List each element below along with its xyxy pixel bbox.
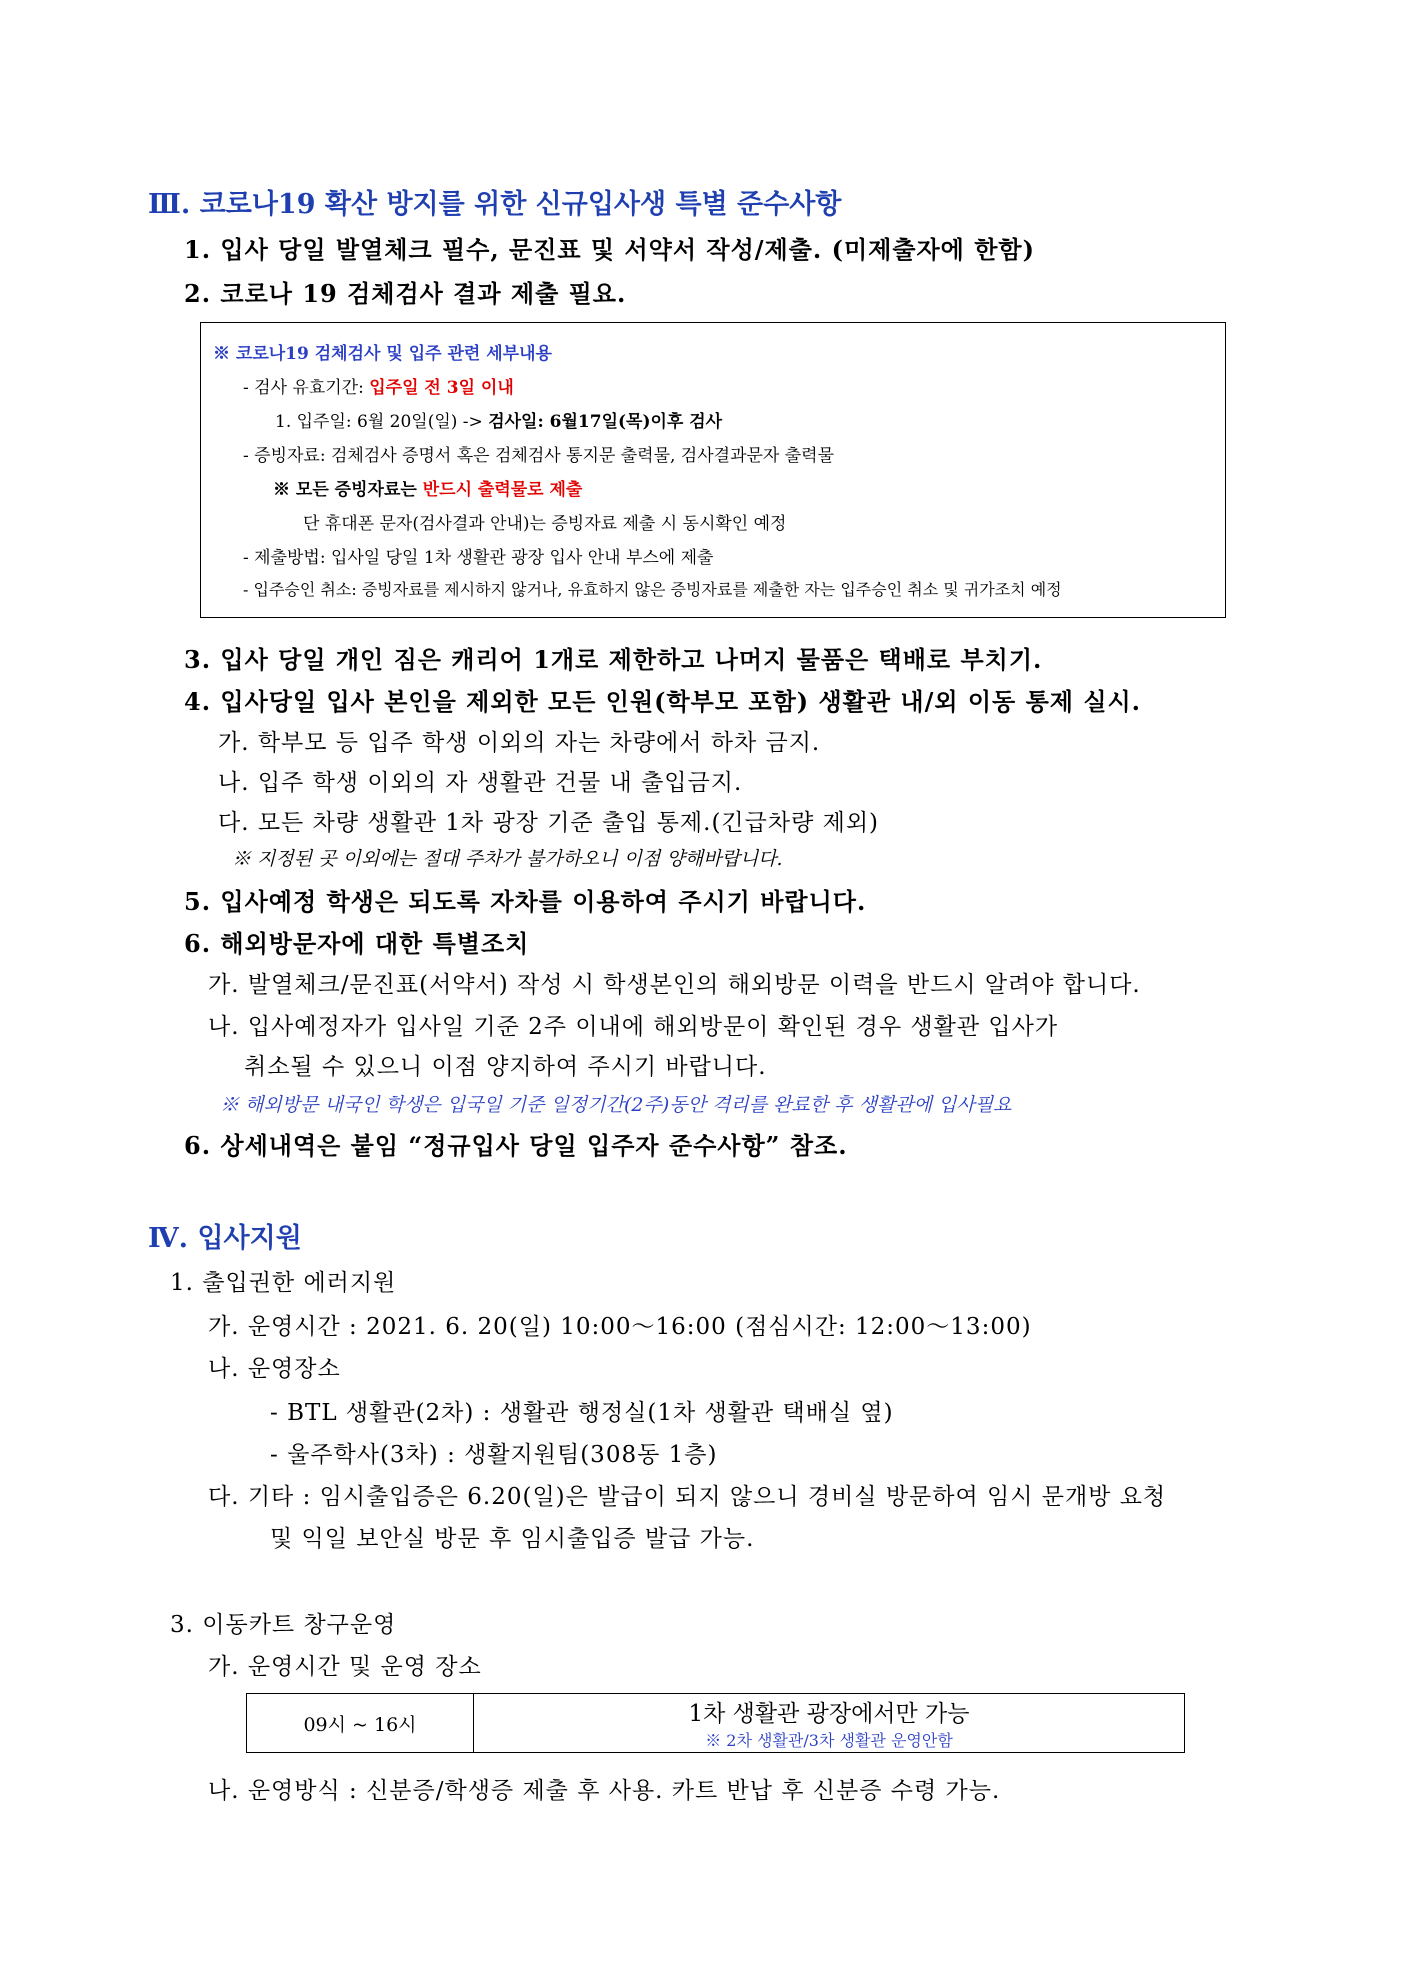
table-place: 1차 생활관 광장에서만 가능 bbox=[688, 1701, 970, 1727]
box-evidence-note-prefix: ※ 모든 증빙자료는 bbox=[273, 480, 423, 500]
sec3-item-6-b-line2: 취소될 수 있으니 이점 양지하여 주시기 바랍니다. bbox=[244, 1054, 767, 1080]
sec3-item-4-note: ※ 지정된 곳 이외에는 절대 주차가 불가하오니 이점 양해바랍니다. bbox=[232, 848, 783, 870]
covid-test-details-box bbox=[200, 322, 1226, 618]
box-evidence: - 증빙자료: 검체검사 증명서 혹은 검체검사 통지문 출력물, 검사결과문자 출력물 bbox=[243, 446, 835, 466]
section-4-heading bbox=[148, 1216, 302, 1255]
box-move-in-label: 1. 입주일: 6월 20일(일) -> bbox=[275, 412, 489, 432]
sec4-sub-3-title: 3. 이동카트 창구운영 bbox=[170, 1612, 397, 1638]
sec4-sub-1-b1: - BTL 생활관(2차) : 생활관 행정실(1차 생활관 택배실 옆) bbox=[270, 1400, 894, 1426]
sec4-sub-1-c-line2: 및 익일 보안실 방문 후 임시출입증 발급 가능. bbox=[270, 1526, 755, 1552]
sec4-sub-3-b: 나. 운영방식 : 신분증/학생증 제출 후 사용. 카트 반납 후 신분증 수령 가능. bbox=[208, 1778, 1001, 1804]
sec4-sub-1-a: 가. 운영시간 : 2021. 6. 20(일) 10:00～16:00 (점심시간: 12:00～13:00) bbox=[208, 1314, 1032, 1340]
section-3-title: 코로나19 확산 방지를 위한 신규입사생 특별 준수사항 bbox=[199, 189, 842, 220]
section-4-numeral: Ⅳ. bbox=[148, 1223, 189, 1254]
box-cancel: - 입주승인 취소: 증빙자료를 제시하지 않거나, 유효하지 않은 증빙자료를 제출한 자는 입주승인 취소 및 귀가조치 예정 bbox=[243, 580, 1062, 599]
sec3-item-4-a: 가. 학부모 등 입주 학생 이외의 자는 차량에서 하차 금지. bbox=[218, 730, 821, 756]
box-evidence-note-red: 반드시 출력물로 제출 bbox=[422, 480, 583, 500]
sec4-sub-1-c-line1: 다. 기타 : 임시출입증은 6.20(일)은 발급이 되지 않으니 경비실 방문하여 임시 문개방 요청 bbox=[208, 1484, 1167, 1510]
box-valid-period bbox=[243, 373, 514, 398]
sec4-sub-1-title: 1. 출입권한 에러지원 bbox=[170, 1270, 397, 1296]
table-place-note: ※ 2차 생활관/3차 생활관 운영안함 bbox=[705, 1731, 953, 1750]
sec3-item-4: 4. 입사당일 입사 본인을 제외한 모든 인원(학부모 포함) 생활관 내/외 이동 통제 실시. bbox=[184, 687, 1142, 716]
box-valid-value: 입주일 전 3일 이내 bbox=[369, 378, 514, 398]
sec3-item-6-a: 가. 발열체크/문진표(서약서) 작성 시 학생본인의 해외방문 이력을 반드시 알려야 합니다. bbox=[208, 972, 1141, 998]
box-title: ※ 코로나19 검체검사 및 입주 관련 세부내용 bbox=[213, 344, 552, 364]
section-4-title: 입사지원 bbox=[197, 1223, 302, 1254]
sec3-item-1: 1. 입사 당일 발열체크 필수, 문진표 및 서약서 작성/제출. (미제출자에 한함) bbox=[184, 235, 1035, 264]
sec3-item-4-b: 나. 입주 학생 이외의 자 생활관 건물 내 출입금지. bbox=[218, 770, 743, 796]
table-time-cell: 09시 ~ 16시 bbox=[247, 1694, 474, 1752]
box-move-in-date bbox=[275, 407, 722, 432]
sec3-item-7: 6. 상세내역은 붙임 “정규입사 당일 입주자 준수사항” 참조. bbox=[184, 1131, 848, 1160]
section-3-heading bbox=[148, 182, 841, 221]
table-place-cell bbox=[474, 1694, 1184, 1752]
cart-operation-table bbox=[246, 1693, 1185, 1753]
sec4-sub-1-b2: - 울주학사(3차) : 생활지원팀(308동 1층) bbox=[270, 1442, 718, 1468]
box-valid-label: - 검사 유효기간: bbox=[243, 378, 370, 398]
sec3-item-6-b-line1: 나. 입사예정자가 입사일 기준 2주 이내에 해외방문이 확인된 경우 생활관 입사가 bbox=[208, 1014, 1059, 1040]
sec3-item-5: 5. 입사예정 학생은 되도록 자차를 이용하여 주시기 바랍니다. bbox=[184, 887, 867, 916]
box-submit-method: - 제출방법: 입사일 당일 1차 생활관 광장 입사 안내 부스에 제출 bbox=[243, 548, 714, 568]
box-test-day: 검사일: 6월17일(목)이후 검사 bbox=[488, 412, 723, 432]
sec4-sub-1-b: 나. 운영장소 bbox=[208, 1356, 341, 1382]
sec3-item-6-note: ※ 해외방문 내국인 학생은 입국일 기준 일정기간(2주)동안 격리를 완료한 후 생활관에 입사필요 bbox=[220, 1094, 1012, 1116]
box-evidence-note bbox=[273, 475, 582, 500]
box-phone-note: 단 휴대폰 문자(검사결과 안내)는 증빙자료 제출 시 동시확인 예정 bbox=[303, 514, 787, 534]
sec3-item-2: 2. 코로나 19 검체검사 결과 제출 필요. bbox=[184, 279, 627, 308]
section-3-numeral: Ⅲ. bbox=[148, 189, 191, 220]
sec3-item-6: 6. 해외방문자에 대한 특별조치 bbox=[184, 929, 530, 958]
sec4-sub-3-a: 가. 운영시간 및 운영 장소 bbox=[208, 1654, 482, 1680]
sec3-item-3: 3. 입사 당일 개인 짐은 캐리어 1개로 제한하고 나머지 물품은 택배로 부치기. bbox=[184, 645, 1043, 674]
sec3-item-4-c: 다. 모든 차량 생활관 1차 광장 기준 출입 통제.(긴급차량 제외) bbox=[218, 810, 880, 836]
